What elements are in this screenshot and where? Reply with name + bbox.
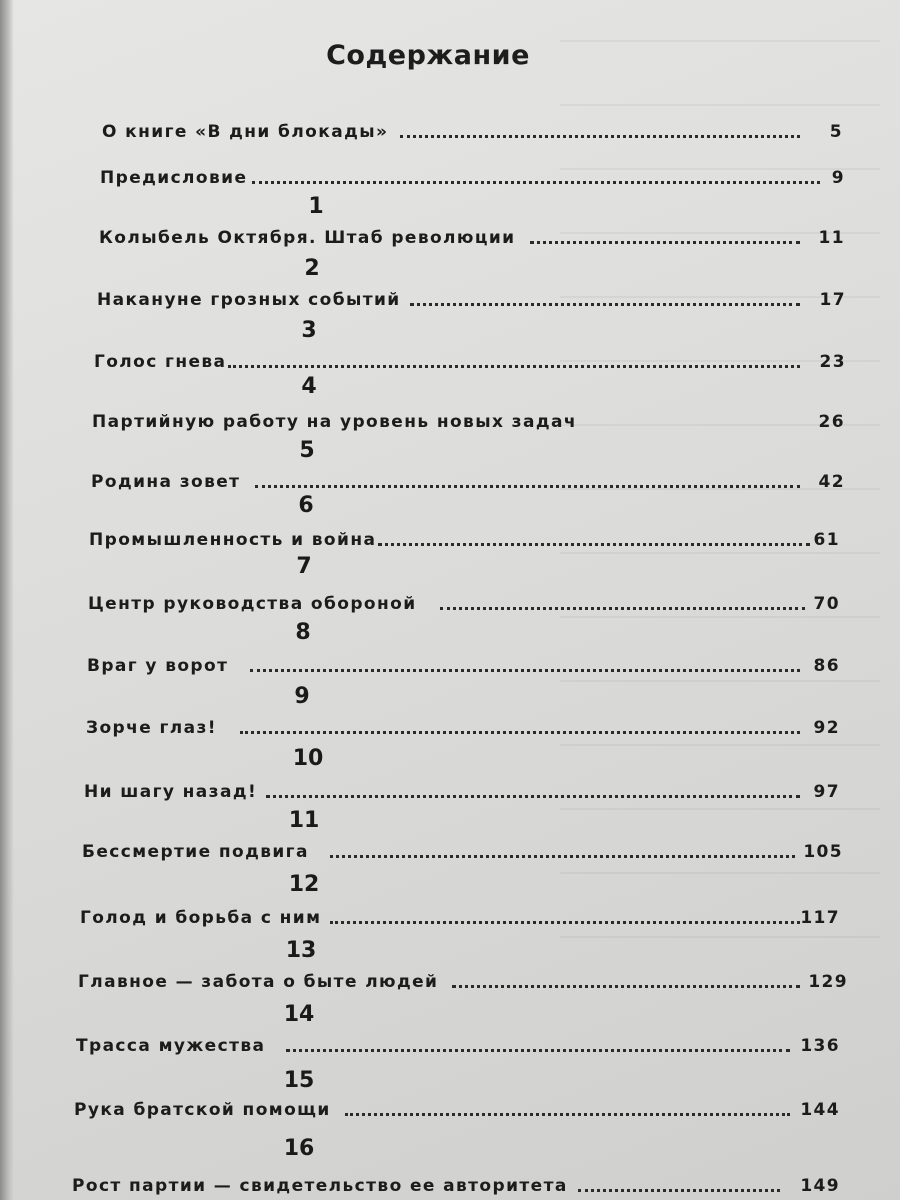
- toc-entry: [99, 218, 845, 248]
- toc-entry: [100, 158, 845, 188]
- toc-entry: [87, 646, 840, 676]
- toc-entry: [102, 112, 843, 142]
- dot-leader: [255, 481, 800, 488]
- toc-entry-title: Ни шагу назад!: [84, 782, 258, 802]
- chapter-number: 3: [301, 318, 317, 343]
- toc-entry: [97, 280, 846, 310]
- toc-entry: [72, 1166, 840, 1196]
- toc-entry-title: Партийную работу на уровень новых задач: [92, 412, 577, 432]
- toc-entry: [78, 962, 848, 992]
- toc-entry-page-number: 23: [819, 352, 846, 372]
- page-edge-shadow: [0, 0, 14, 1200]
- dot-leader: [345, 1109, 790, 1116]
- toc-entry-page-number: 97: [813, 782, 840, 802]
- toc-entry: [80, 898, 840, 928]
- toc-entry-page-number: 86: [813, 656, 840, 676]
- dot-leader: [330, 917, 800, 924]
- chapter-number: 1: [308, 194, 324, 219]
- chapter-number: 14: [283, 1002, 315, 1027]
- toc-entry: [92, 402, 845, 432]
- dot-leader: [228, 361, 800, 368]
- chapter-number: 6: [298, 493, 314, 518]
- chapter-number: 15: [283, 1068, 315, 1093]
- toc-entry-title: Накануне грозных событий: [97, 290, 401, 310]
- toc-entry-page-number: 105: [803, 842, 843, 862]
- chapter-number: 2: [304, 256, 320, 281]
- toc-entry-page-number: 17: [819, 290, 846, 310]
- chapter-number: 4: [301, 374, 317, 399]
- toc-entry-page-number: 11: [818, 228, 845, 248]
- toc-entry-title: Центр руководства обороной: [88, 594, 417, 614]
- toc-entry-title: Бессмертие подвига: [82, 842, 309, 862]
- chapter-number: 5: [299, 438, 315, 463]
- toc-entry-title: Предисловие: [100, 168, 248, 188]
- toc-entry-title: Голос гнева: [94, 352, 227, 372]
- chapter-number: 9: [294, 684, 310, 709]
- chapter-number: 12: [288, 872, 320, 897]
- dot-leader: [400, 131, 800, 138]
- toc-entry: [91, 462, 845, 492]
- toc-entry: [86, 708, 840, 738]
- toc-entry-page-number: 136: [800, 1036, 840, 1056]
- toc-entry: [84, 772, 840, 802]
- toc-entry-title: Колыбель Октября. Штаб революции: [99, 228, 516, 248]
- toc-entry: [74, 1090, 840, 1120]
- dot-leader: [286, 1045, 790, 1052]
- toc-entry-title: Трасса мужества: [76, 1036, 266, 1056]
- toc-entry-title: Рост партии — свидетельство ее авторитета: [72, 1176, 568, 1196]
- dot-leader: [578, 1185, 780, 1192]
- page-title: Содержание: [326, 40, 530, 71]
- toc-entry-page-number: 144: [800, 1100, 840, 1120]
- chapter-number: 8: [295, 620, 311, 645]
- chapter-number: 16: [283, 1136, 315, 1161]
- toc-entry: [94, 342, 846, 372]
- toc-entry-page-number: 129: [808, 972, 848, 992]
- toc-entry-page-number: 9: [831, 168, 845, 188]
- toc-entry-title: Родина зовет: [91, 472, 241, 492]
- chapter-number: 7: [296, 554, 312, 579]
- toc-entry-title: Промышленность и война: [89, 530, 377, 550]
- toc-entry-page-number: 61: [813, 530, 840, 550]
- chapter-number: 11: [288, 808, 320, 833]
- toc-entry: [89, 520, 840, 550]
- chapter-number: 13: [285, 938, 317, 963]
- toc-entry-page-number: 5: [829, 122, 843, 142]
- toc-entry-title: Главное — забота о быте людей: [78, 972, 439, 992]
- dot-leader: [240, 727, 800, 734]
- toc-entry-page-number: 26: [818, 412, 845, 432]
- toc-entry: [82, 832, 843, 862]
- toc-entry-page-number: 92: [813, 718, 840, 738]
- dot-leader: [452, 981, 800, 988]
- toc-entry-title: Голод и борьба с ним: [80, 908, 322, 928]
- toc-entry-page-number: 70: [813, 594, 840, 614]
- toc-entry-title: Зорче глаз!: [86, 718, 217, 738]
- toc-entry-title: Рука братской помощи: [74, 1100, 331, 1120]
- dot-leader: [330, 851, 795, 858]
- dot-leader: [410, 299, 800, 306]
- toc-entry: [76, 1026, 840, 1056]
- toc-entry-page-number: 149: [800, 1176, 840, 1196]
- dot-leader: [378, 539, 810, 546]
- dot-leader: [252, 177, 820, 184]
- toc-entry-page-number: 42: [818, 472, 845, 492]
- toc-entry-title: Враг у ворот: [87, 656, 229, 676]
- chapter-number: 10: [292, 746, 324, 771]
- dot-leader: [530, 237, 800, 244]
- toc-entry-title: О книге «В дни блокады»: [102, 122, 389, 142]
- dot-leader: [440, 603, 805, 610]
- dot-leader: [266, 791, 800, 798]
- dot-leader: [250, 665, 800, 672]
- toc-entry: [88, 584, 840, 614]
- toc-entry-page-number: 117: [800, 908, 840, 928]
